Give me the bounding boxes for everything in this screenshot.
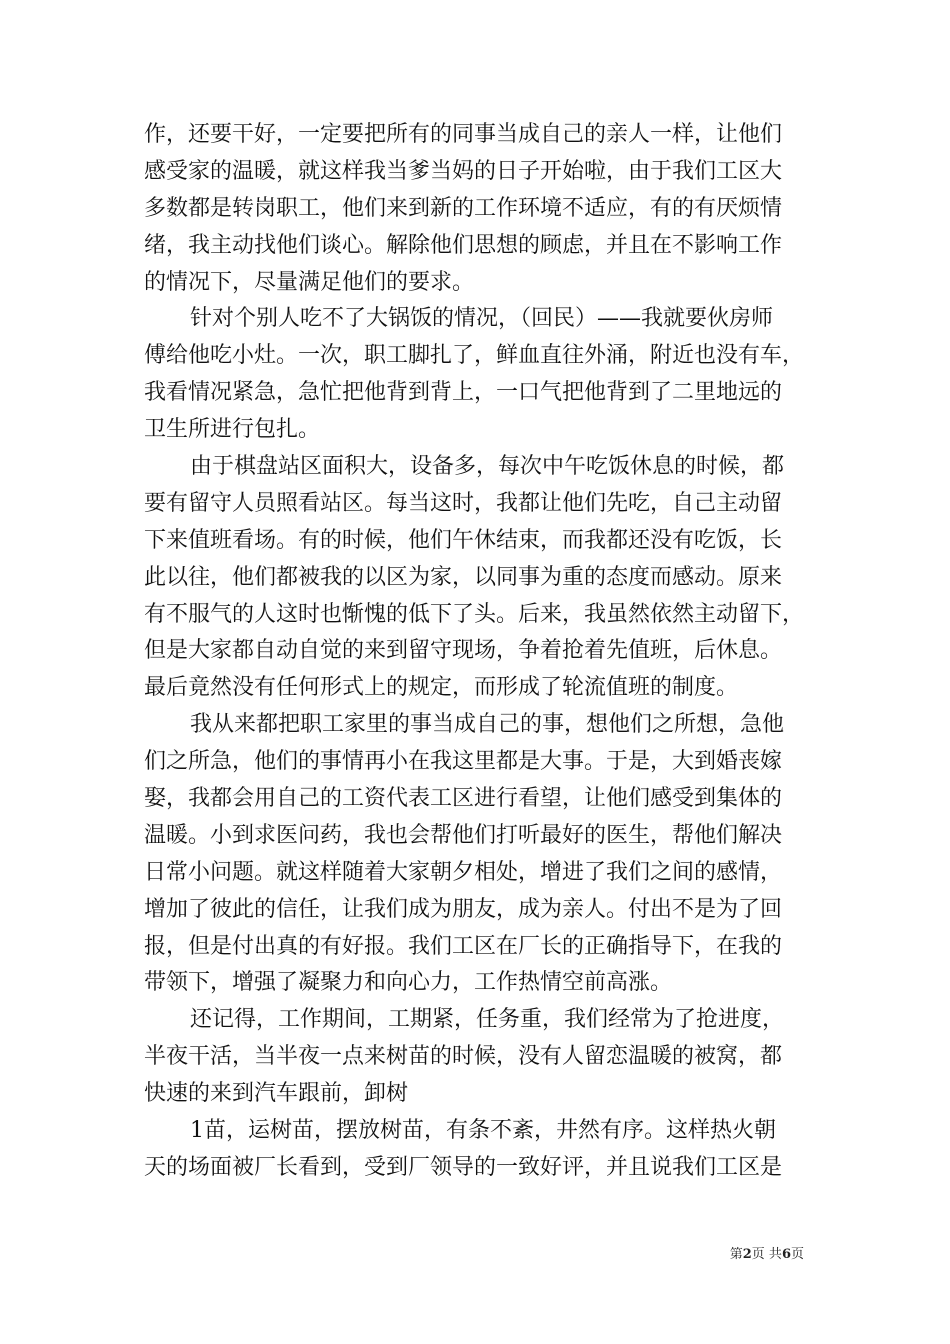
text-line: 报，但是付出真的有好报。我们工区在厂长的正确指导下，在我的 [144, 933, 783, 959]
text-line: 傅给他吃小灶。一次，职工脚扎了，鲜血直往外涌，附近也没有车， [144, 343, 805, 369]
text-line: 绪，我主动找他们谈心。解除他们思想的顾虑，并且在不影响工作 [144, 232, 783, 258]
paragraph-start-line: 还记得，工作期间，工期紧，任务重，我们经常为了抢进度， [190, 1007, 785, 1033]
text-line: 温暖。小到求医问药，我也会帮他们打听最好的医生，帮他们解决 [144, 822, 783, 848]
text-line: 要有留守人员照看站区。每当这时，我都让他们先吃，自己主动留 [144, 490, 783, 516]
text-line: 半夜干活，当半夜一点来树苗的时候，没有人留恋温暖的被窝，都 [144, 1044, 783, 1070]
page-middle-text: 页 共 [751, 1247, 782, 1262]
text-line: 卫生所进行包扎。 [144, 417, 321, 443]
text-line: 但是大家都自动自觉的来到留守现场，争着抢着先值班，后休息。 [144, 638, 783, 664]
paragraph-start-line: 1苗，运树苗，摆放树苗，有条不紊，井然有序。这样热火朝 [190, 1118, 776, 1144]
body-text [144, 117, 806, 1187]
page-number-footer [730, 1246, 804, 1264]
text-line: 天的场面被厂长看到，受到厂领导的一致好评，并且说我们工区是 [144, 1154, 783, 1180]
text-line: 最后竟然没有任何形式上的规定，而形成了轮流值班的制度。 [144, 675, 739, 701]
text-line: 此以往，他们都被我的以区为家，以同事为重的态度而感动。原来 [144, 564, 783, 590]
paragraph-start-line: 针对个别人吃不了大锅饭的情况，（回民）——我就要伙房师 [190, 306, 774, 332]
text-line: 作，还要干好，一定要把所有的同事当成自己的亲人一样，让他们 [144, 122, 783, 147]
text-line: 们之所急，他们的事情再小在我这里都是大事。于是，大到婚丧嫁 [144, 749, 783, 775]
text-line: 多数都是转岗职工，他们来到新的工作环境不适应，有的有厌烦情 [144, 195, 783, 221]
text-line: 日常小问题。就这样随着大家朝夕相处，增进了我们之间的感情， [144, 859, 783, 885]
paragraph-start-line: 由于棋盘站区面积大，设备多，每次中午吃饭休息的时候，都 [190, 454, 785, 480]
text-line: 有不服气的人这时也惭愧的低下了头。后来，我虽然依然主动留下， [144, 601, 805, 627]
text-line: 感受家的温暖，就这样我当爹当妈的日子开始啦，由于我们工区大 [144, 158, 783, 184]
current-page-number: 2 [742, 1247, 752, 1262]
text-line: 我看情况紧急，急忙把他背到背上，一口气把他背到了二里地远的 [144, 380, 783, 406]
page-prefix: 第 [729, 1247, 743, 1262]
text-line: 的情况下，尽量满足他们的要求。 [144, 269, 475, 295]
total-pages-number: 6 [781, 1247, 791, 1262]
text-line: 带领下，增强了凝聚力和向心力，工作热情空前高涨。 [144, 970, 673, 996]
text-line: 下来值班看场。有的时候，他们午休结束，而我都还没有吃饭，长 [144, 527, 783, 553]
paragraph-start-line: 我从来都把职工家里的事当成自己的事，想他们之所想，急他 [190, 712, 785, 738]
text-line: 增加了彼此的信任，让我们成为朋友，成为亲人。付出不是为了回 [144, 896, 783, 922]
text-line: 快速的来到汽车跟前，卸树 [144, 1081, 409, 1107]
page-suffix: 页 [790, 1247, 804, 1262]
text-line: 娶，我都会用自己的工资代表工区进行看望，让他们感受到集体的 [144, 786, 783, 812]
